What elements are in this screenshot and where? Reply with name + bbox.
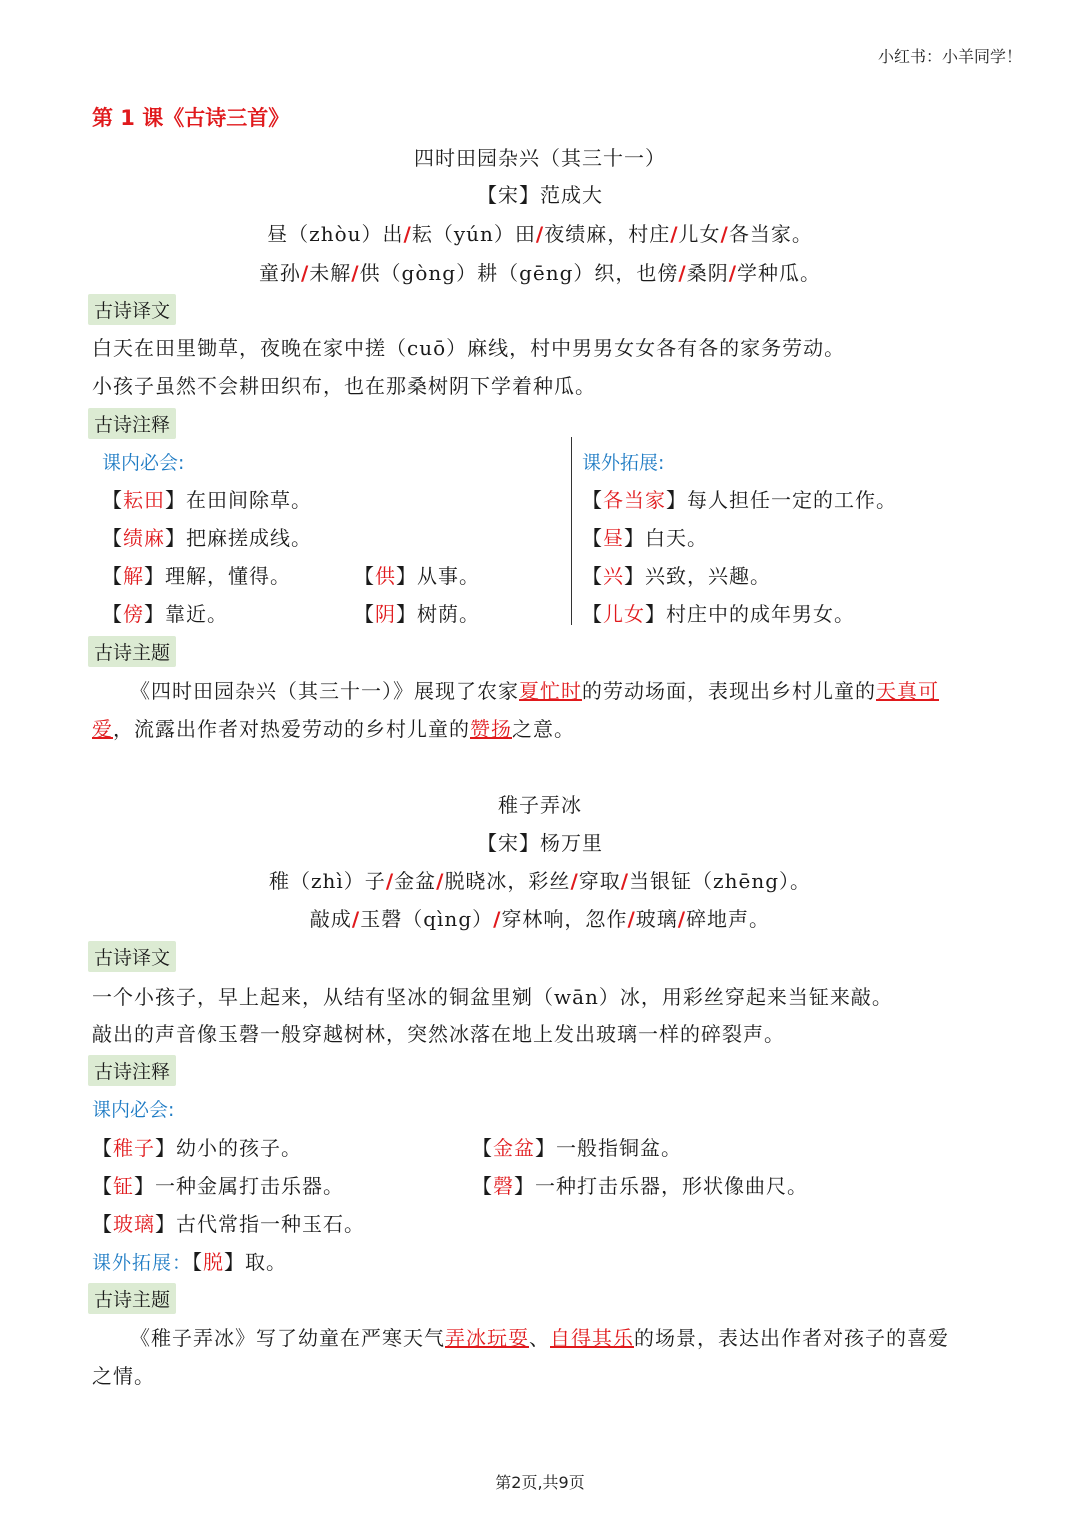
poem2-author: 【宋】杨万里 xyxy=(477,831,603,855)
poem2-line2: 敲成/玉磬（qìng）/穿林响，忽作/玻璃/碎地声。 xyxy=(309,907,771,931)
poem1-line1: 昼（zhòu）出/耘（yún）田/夜绩麻，村庄/儿女/各当家。 xyxy=(267,222,813,246)
poem2-theme-line2: 之情。 xyxy=(92,1364,155,1388)
poem2-title: 稚子弄冰 xyxy=(498,793,582,817)
note-item: 【耘田】在田间除草。 xyxy=(102,488,312,512)
poem1-author: 【宋】范成大 xyxy=(477,183,603,207)
note-item: 【兴】兴致，兴趣。 xyxy=(582,564,771,588)
header-note: 小红书：小羊同学！ xyxy=(877,47,1022,66)
section-tag-translation: 古诗译文 xyxy=(88,941,176,972)
section-tag-notes: 古诗注释 xyxy=(88,408,176,439)
note-item: 【金盆】一般指铜盆。 xyxy=(472,1136,682,1160)
poem2-line1: 稚（zhì）子/金盆/脱晓冰，彩丝/穿取/当银钲（zhēng）。 xyxy=(268,869,811,893)
poem2-theme-line1: 《稚子弄冰》写了幼童在严寒天气弄冰玩耍、自得其乐的场景，表达出作者对孩子的喜爱 xyxy=(130,1326,949,1350)
poem1-theme-line1: 《四时田园杂兴（其三十一）》展现了农家夏忙时的劳动场面，表现出乡村儿童的天真可 xyxy=(130,679,939,703)
poem1-title: 四时田园杂兴（其三十一） xyxy=(414,146,666,170)
extension-label: 课外拓展: xyxy=(582,452,665,474)
poem1-line2: 童孙/未解/供（gòng）耕（gēng）织，也傍/桑阴/学种瓜。 xyxy=(258,261,822,285)
poem1-translation-line2: 小孩子虽然不会耕田织布，也在那桑树阴下学着种瓜。 xyxy=(92,374,596,398)
note-item: 【钲】一种金属打击乐器。 xyxy=(92,1174,344,1198)
note-item: 【解】理解，懂得。 xyxy=(102,564,291,588)
poem2-translation-line2: 敲出的声音像玉磬一般穿越树林，突然冰落在地上发出玻璃一样的碎裂声。 xyxy=(92,1022,785,1046)
lesson-title: 第 1 课《古诗三首》 xyxy=(92,106,290,130)
section-tag-notes: 古诗注释 xyxy=(88,1055,176,1086)
in-class-label: 课内必会: xyxy=(92,1099,175,1121)
note-item: 【阴】树荫。 xyxy=(354,602,480,626)
poem2-translation-line1: 一个小孩子，早上起来，从结有坚冰的铜盆里剜（wān）冰，用彩丝穿起来当钲来敲。 xyxy=(92,985,893,1009)
section-tag-translation: 古诗译文 xyxy=(88,294,176,325)
section-tag-theme: 古诗主题 xyxy=(88,636,176,667)
in-class-label: 课内必会: xyxy=(102,452,185,474)
note-item: 【昼】白天。 xyxy=(582,526,708,550)
note-item: 【傍】靠近。 xyxy=(102,602,228,626)
section-tag-theme: 古诗主题 xyxy=(88,1283,176,1314)
note-item: 【磬】一种打击乐器，形状像曲尺。 xyxy=(472,1174,808,1198)
note-item: 【玻璃】古代常指一种玉石。 xyxy=(92,1212,365,1236)
poem1-theme-line2: 爱，流露出作者对热爱劳动的乡村儿童的赞扬之意。 xyxy=(92,717,575,741)
poem1-translation-line1: 白天在田里锄草，夜晚在家中搓（cuō）麻线，村中男男女女各有各的家务劳动。 xyxy=(92,336,846,360)
page-footer: 第2页,共9页 xyxy=(495,1473,585,1492)
note-item: 【供】从事。 xyxy=(354,564,480,588)
note-item: 【稚子】幼小的孩子。 xyxy=(92,1136,302,1160)
extension-note-row: 课外拓展：【脱】取。 xyxy=(92,1250,288,1274)
note-item: 【各当家】每人担任一定的工作。 xyxy=(582,488,897,512)
note-item: 【儿女】村庄中的成年男女。 xyxy=(582,602,855,626)
notes-divider xyxy=(571,437,572,625)
note-item: 【绩麻】把麻搓成线。 xyxy=(102,526,312,550)
